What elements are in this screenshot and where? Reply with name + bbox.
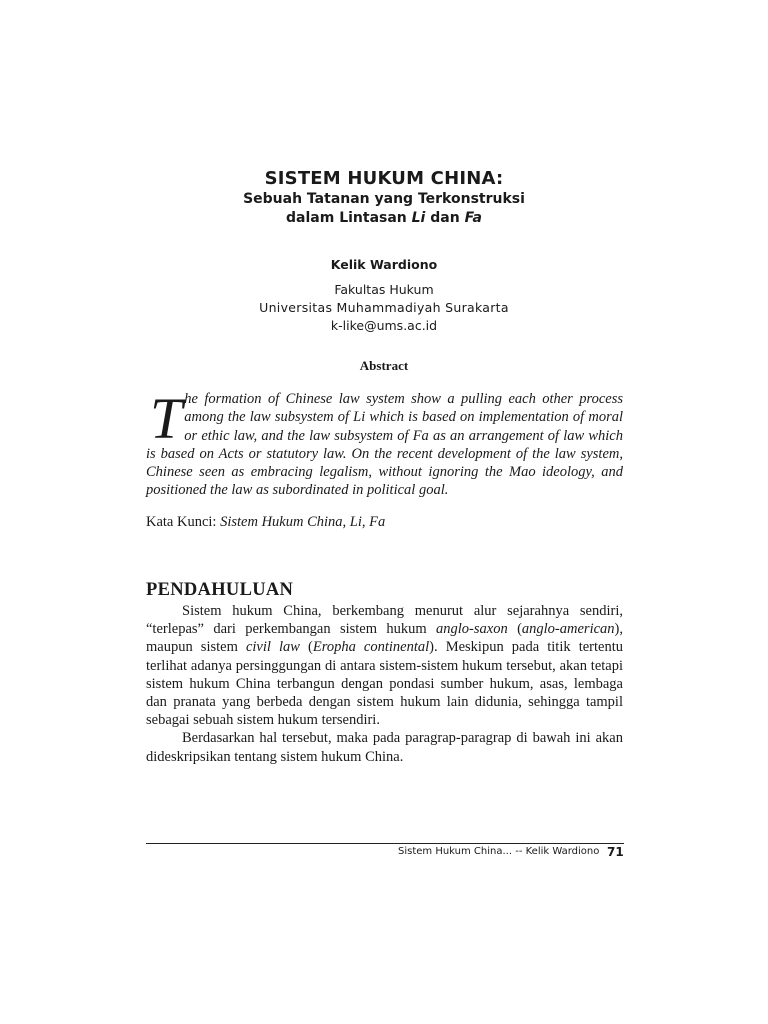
abstract-body [146, 386, 623, 500]
p1-text-5: ). Meskipun pada titik tertentu terlihat adanya persinggungan di antara sistem-sistem hukum tersebut, akan tetapi sistem hukum China terbangun dengan pondasi sumber hukum, asas, lembaga dan pranata yang berbeda dengan sistem hukum lain didunia, sehingga tampil sebagai sebuah sistem hukum tersendiri. [146, 639, 623, 729]
subtitle-term-fa: Fa [464, 210, 482, 226]
author-name: Kelik Wardiono [330, 257, 438, 272]
body-paragraph-1 [146, 602, 623, 729]
keywords-value: Sistem Hukum China, Li, Fa [220, 514, 386, 530]
paper-subtitle-line-1: Sebuah Tatanan yang Terkonstruksi [243, 191, 525, 207]
running-footer: Sistem Hukum China... -- Kelik Wardiono [398, 846, 600, 857]
abstract-heading: Abstract [359, 358, 409, 373]
keywords-label: Kata Kunci: [146, 514, 221, 530]
p1-italic-civil-law: civil law [245, 639, 300, 656]
abstract-drop-cap: T [150, 386, 183, 451]
p1-text-2: ( [507, 621, 522, 638]
p1-italic-anglo-american: anglo-american [521, 621, 615, 638]
page-number: 71 [607, 845, 624, 859]
keywords [146, 514, 385, 531]
abstract-text: he formation of Chinese law system show a pulling each other process among the law subsystem of Li which is based on implementation of moral or ethic law, and the law subsystem of Fa as an arrangement of law which is based on Acts or statutory law. On the recent development of the law system, Chinese seen as embracing legalism, without ignoring the Mao ideology, and positioned the law as subordinated in political goal. [146, 391, 623, 499]
author-faculty: Fakultas Hukum [334, 282, 434, 297]
footer-rule [146, 843, 624, 844]
p1-text-4: ( [299, 639, 313, 656]
subtitle-mid: dan [425, 210, 465, 226]
section-heading: PENDAHULUAN [146, 580, 294, 600]
body-paragraph-2: Berdasarkan hal tersebut, maka pada paragrap-paragrap di bawah ini akan dideskripsikan tentang sistem hukum China. [146, 730, 623, 765]
section-body [146, 602, 623, 766]
paper-title: SISTEM HUKUM CHINA: [264, 168, 504, 189]
p1-text-3: ), maupun sistem [146, 621, 623, 656]
paper-subtitle-line-2 [0, 210, 768, 226]
p1-italic-eropha-continental: Eropha continental [312, 639, 430, 656]
p1-italic-anglo-saxon: anglo-saxon [436, 621, 508, 638]
author-email: k-like@ums.ac.id [330, 318, 438, 333]
author-university: Universitas Muhammadiyah Surakarta [259, 300, 509, 315]
subtitle-prefix: dalam Lintasan [286, 210, 412, 226]
p1-text-1: Sistem hukum China, berkembang menurut alur sejarahnya sendiri, “terlepas” dari perkembangan sistem hukum [146, 603, 623, 638]
subtitle-term-li: Li [411, 210, 426, 226]
